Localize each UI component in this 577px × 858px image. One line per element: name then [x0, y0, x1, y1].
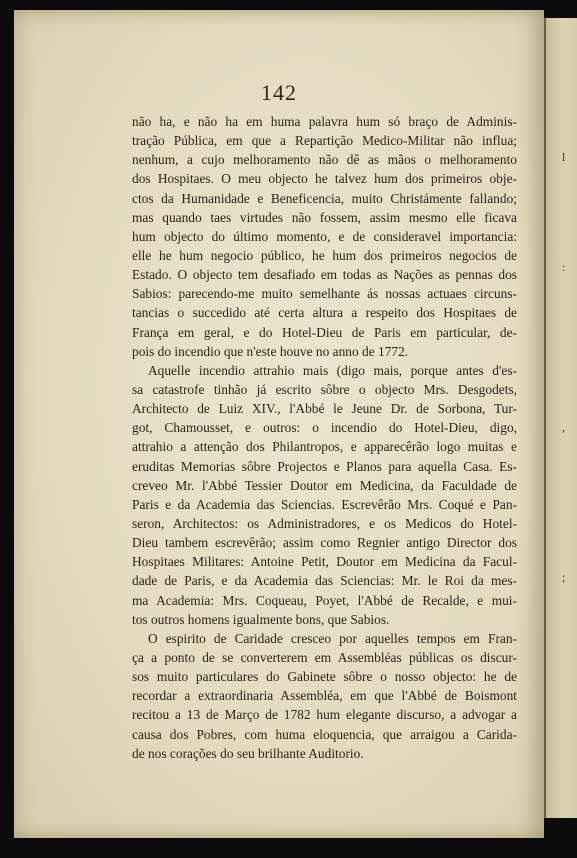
page-number: 142 — [261, 80, 297, 105]
text-line: tancias o succedido até certa altura a respeito dos Hospitaes de — [132, 305, 517, 321]
text-line: ça a ponto de se converterem em Assembléas públicas os discur- — [132, 649, 517, 665]
text-line: Estado. O objecto tem desafiado em todas as Nações as pennas dos — [132, 267, 517, 283]
text-line: ma Academia: Mrs. Coqueau, Poyet, l'Abbé de Recalde, e mui- — [132, 592, 517, 608]
text-line: sos muito particulares do Gabinete sôbre o nosso objecto: he de — [132, 669, 517, 685]
text-line: attrahio a attenção dos Philantropos, e apparecêrão logo muitas e — [132, 439, 517, 455]
text-line: Architecto de Luiz XIV., l'Abbé le Jeune Dr. de Sorbona, Tur- — [132, 401, 517, 417]
text-line: causa dos Pobres, com huma eloquencia, que arraigou a Carida- — [132, 726, 517, 742]
text-line: dade de Paris, e da Academia das Sciencias: Mr. le Roi da mes- — [132, 573, 517, 589]
text-line: não ha, e não ha em huma palavra hum só braço de Adminis- — [132, 114, 517, 129]
text-line: nenhum, a cujo melhoramento não dê as mãos o melhoramento — [132, 152, 517, 168]
text-line: elle he hum negocio público, he hum dos primeiros negocios de — [132, 247, 517, 263]
text-line: seron, Architectos: os Administradores, e os Medicos do Hotel- — [132, 515, 517, 531]
text-line: O espirito de Caridade cresceo por aquelles tempos em Fran- — [148, 630, 517, 646]
text-line: Aquelle incendio attrahio mais (digo mais, porque antes d'es- — [148, 362, 517, 378]
text-line: creveo Mr. l'Abbé Tessier Doutor em Medicina, da Faculdade de — [132, 477, 517, 493]
text-line: got, Chamousset, e outros: o incendio do Hotel-Dieu, digo, — [132, 420, 517, 436]
text-line: tração Pública, em que a Repartição Medico-Militar não influa; — [132, 133, 517, 149]
text-line: de nos corações do seu brilhante Auditorio. — [132, 745, 364, 761]
text-line: recitou a 13 de Março de 1782 hum elegante discurso, a advogar a — [132, 707, 517, 723]
text-line: tos outros homens igualmente bons, que Sabios. — [132, 611, 390, 627]
adjacent-page-edge — [544, 18, 577, 818]
text-line: sa catastrofe tinhão já escrito sôbre o objecto Mrs. Desgodets, — [132, 381, 517, 397]
text-line: dos Hospitaes. O meu objecto he talvez hum dos primeiros obje- — [132, 171, 517, 187]
text-line: eruditas Memorias sôbre Projectos e Planos para aquella Casa. Es- — [132, 458, 517, 474]
text-line: Paris e da Academia das Sciencias. Escrevêrão Mrs. Coqué e Pan- — [132, 496, 517, 512]
text-line: pois do incendio que n'este houve no anno de 1772. — [132, 343, 409, 359]
text-line: Hospitaes Militares: Antoine Petit, Doutor em Medicina da Facul- — [132, 554, 517, 570]
text-line: hum objecto do último momento, e de consideravel importancia: — [132, 228, 517, 244]
text-line: França em geral, e do Hotel-Dieu de Paris em particular, de- — [132, 324, 517, 340]
text-line: mas quando taes virtudes não fossem, assim mesmo elle ficava — [132, 209, 517, 225]
text-line: recordar a extraordinaria Assembléa, em que l'Abbé de Boismont — [132, 688, 517, 704]
text-line: Dieu tambem escrevêrão; assim como Regnier antigo Director dos — [132, 535, 517, 551]
text-line: Sabios: parecendo-me muito semelhante ás nossas actuaes circuns- — [132, 286, 517, 302]
text-line: ctos da Humanidade e Beneficencia, muito Christámente fallando; — [132, 190, 517, 206]
body-text — [132, 112, 517, 763]
